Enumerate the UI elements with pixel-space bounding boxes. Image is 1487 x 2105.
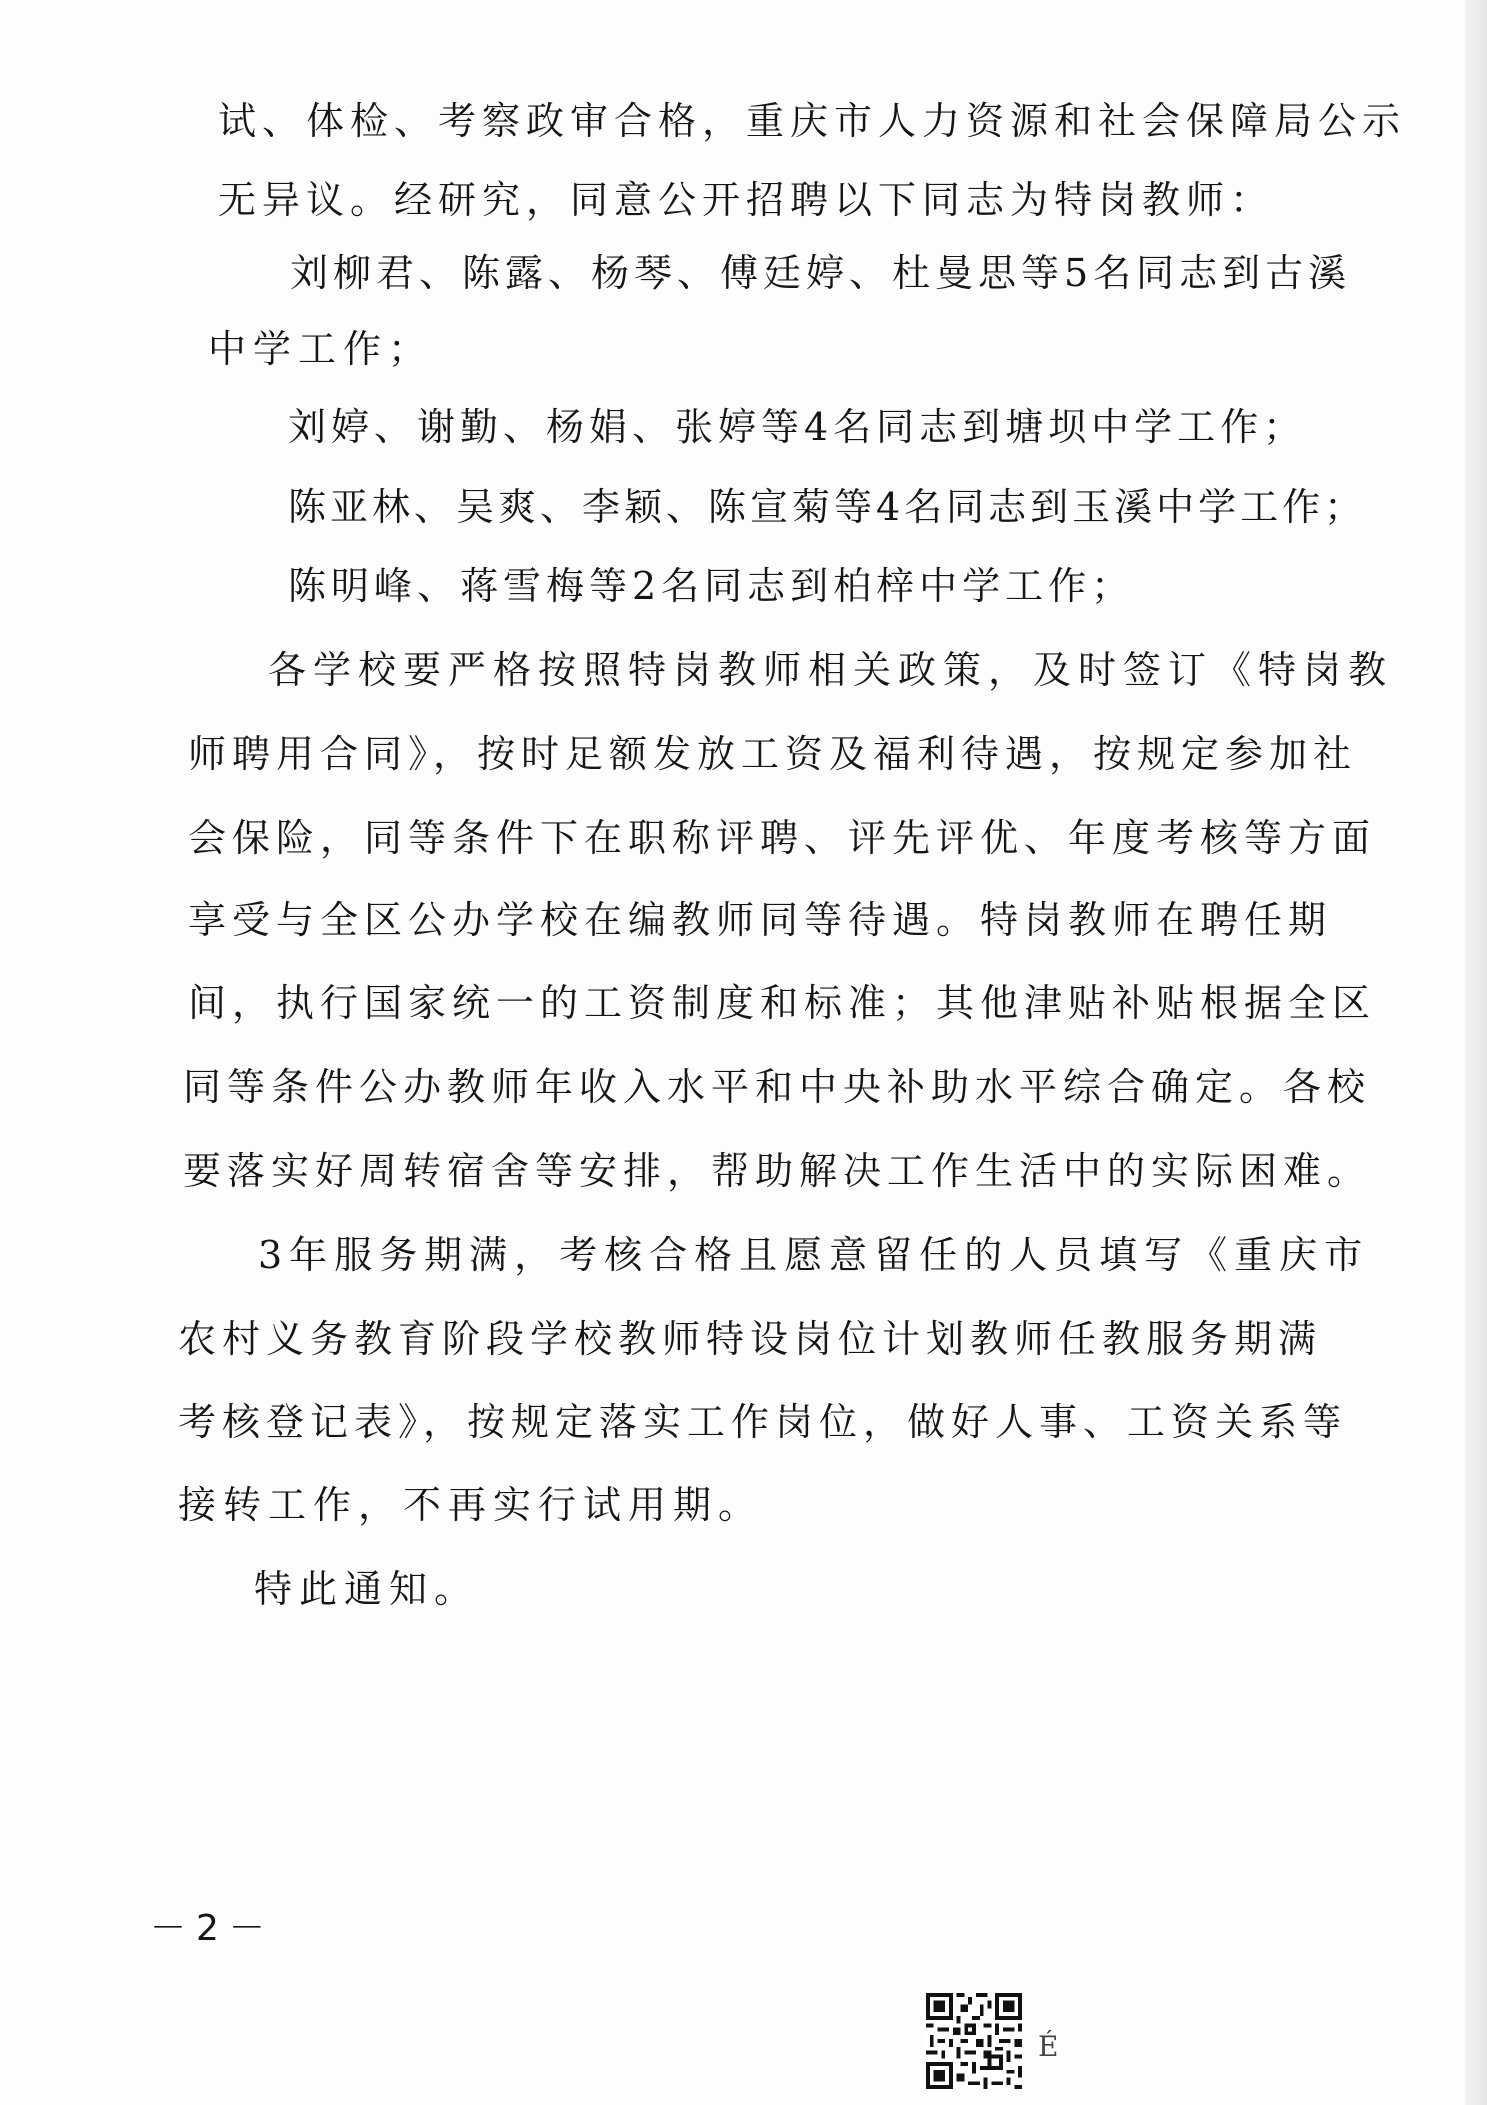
service-line-2: 农村义务教育阶段学校教师特设岗位计划教师任教服务期满 xyxy=(178,1317,1323,1361)
assignment-yuxi: 陈亚林、吴爽、李颖、陈宣菊等4名同志到玉溪中学工作； xyxy=(288,485,1367,529)
policy-line-5: 间，执行国家统一的工资制度和标准；其他津贴补贴根据全区 xyxy=(188,981,1377,1025)
policy-line-2: 师聘用合同》，按时足额发放工资及福利待遇，按规定参加社 xyxy=(188,732,1358,776)
service-line-1: 3年服务期满，考核合格且愿意留任的人员填写《重庆市 xyxy=(258,1233,1370,1277)
policy-line-7: 要落实好周转宿舍等安排，帮助解决工作生活中的实际困难。 xyxy=(183,1149,1372,1193)
body-line-1: 试、体检、考察政审合格，重庆市人力资源和社会保障局公示 xyxy=(218,99,1407,143)
body-line-2: 无异议。经研究，同意公开招聘以下同志为特岗教师： xyxy=(218,178,1275,222)
assignment-tangba: 刘婷、谢勤、杨娟、张婷等4名同志到塘坝中学工作； xyxy=(288,405,1307,449)
policy-line-6: 同等条件公办教师年收入水平和中央补助水平综合确定。各校 xyxy=(183,1065,1372,1109)
page-number: －2－ xyxy=(150,1908,275,1949)
assignment-baizi: 陈明峰、蒋雪梅等2名同志到柏梓中学工作； xyxy=(288,564,1135,608)
assignment-guxi-line-1: 刘柳君、陈露、杨琴、傅廷婷、杜曼思等5名同志到古溪 xyxy=(290,251,1352,295)
closing-line: 特此通知。 xyxy=(254,1567,480,1611)
assignment-guxi-line-2: 中学工作； xyxy=(208,327,434,371)
scan-edge xyxy=(1465,0,1487,2105)
service-line-3: 考核登记表》，按规定落实工作岗位，做好人事、工资关系等 xyxy=(178,1400,1348,1444)
qr-side-mark: É xyxy=(1038,2030,1059,2063)
qr-code-icon xyxy=(926,1993,1022,2089)
policy-line-1: 各学校要严格按照特岗教师相关政策，及时签订《特岗教 xyxy=(268,648,1394,692)
policy-line-4: 享受与全区公办学校在编教师同等待遇。特岗教师在聘任期 xyxy=(188,898,1333,942)
service-line-4: 接转工作，不再实行试用期。 xyxy=(178,1483,764,1527)
policy-line-3: 会保险，同等条件下在职称评聘、评先评优、年度考核等方面 xyxy=(188,816,1377,860)
